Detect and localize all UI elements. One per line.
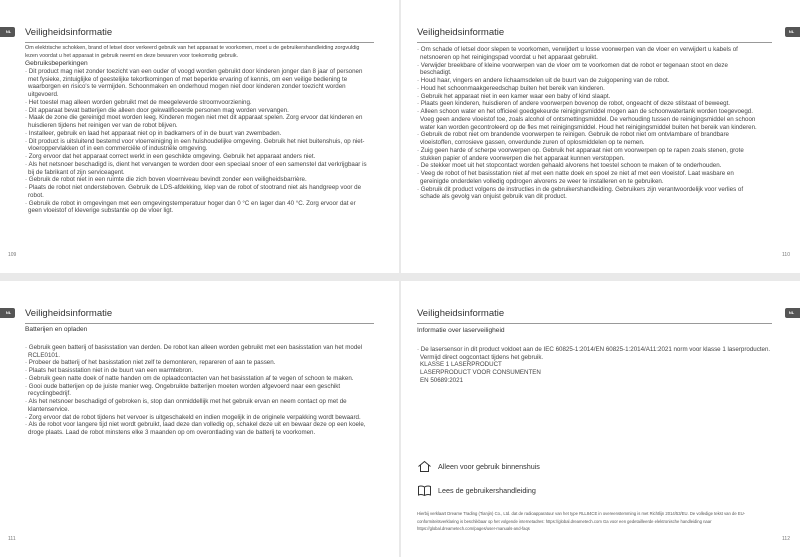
page-title: Veiligheidsinformatie: [25, 27, 113, 38]
language-tab: NL: [785, 308, 800, 318]
list-item: · Plaats de robot niet ondersteboven. Gebruik de LDS-afdekking, klep van de robot of stootrand niet als handgreep voor de robot.: [25, 184, 371, 200]
list-item: · Als het netsnoer beschadigd of gebroken is, stop dan onmiddellijk met het gebruik ervan en neem contact op met de klantenservice.: [25, 398, 371, 414]
page-content: [417, 327, 780, 385]
language-tab: NL: [0, 27, 15, 37]
section-heading: Gebruiksbeperkingen: [25, 60, 88, 67]
book-icon: [417, 484, 432, 497]
bullet-list: [25, 68, 371, 215]
language-tab: NL: [0, 308, 15, 318]
list-item: · Plaats geen kinderen, huisdieren of andere voorwerpen bovenop de robot, ongeacht of deze stilstaat of beweegt.: [417, 100, 758, 108]
list-item: · Dit product mag niet zonder toezicht van een ouder of voogd worden gebruikt door kinderen jonger dan 8 jaar of personen met fysieke, zintuiglijke of geestelijke tekortkomingen of met beperkte ervaring of kennis, om een veilige bediening te waarborgen en risico's te vermijden. Schoonmaken en onderhoud mogen niet door kinderen zonder toezicht worden uitgevoerd.: [25, 68, 371, 99]
list-item: · Om schade of letsel door slepen te voorkomen, verwijdert u losse voorwerpen van de vloer en verwijdert u kabels of netsnoeren op het reinigingspad voordat u het apparaat gebruikt.: [417, 46, 758, 62]
list-item: · Zorg ervoor dat de robot tijdens het vervoer is uitgeschakeld en indien mogelijk in de originele verpakking wordt bewaard.: [25, 414, 371, 422]
list-item: · Als de robot voor langere tijd niet wordt gebruikt, laad deze dan volledig op, schakel deze uit en bewaar deze op een koele, droge plaats. Laad de robot minstens elke 3 maanden op om overontlading van de batterij te voorkomen.: [25, 421, 371, 437]
laser-class-line: EN 50689:2021: [420, 376, 464, 384]
list-item: · Gebruik de robot niet om brandende voorwerpen te reinigen. Gebruik de robot niet om ontvlambare of brandbare vloeistoffen, corrosieve gassen, onverdunde zuren of oplosmiddelen op te nemen.: [417, 131, 758, 147]
list-item: · Veeg de robot of het basisstation niet af met een natte doek en spoel ze niet af met een vloeistof. Laat wasbare en gereinigde onderdelen volledig opdrogen alvorens ze weer te installeren en te gebruiken.: [417, 170, 758, 186]
list-item: · Probeer de batterij of het basisstation niet zelf te demonteren, repareren of aan te passen.: [25, 359, 371, 367]
laser-class-line: LASERPRODUCT VOOR CONSUMENTEN: [420, 369, 541, 376]
intro-paragraph: Om elektrische schokken, brand of letsel door verkeerd gebruik van het apparaat te voorkomen, moet u de gebruikershandleiding zorgvuldig lezen voordat u het apparaat in gebruik neemt en deze bewaren voor toekomstig gebruik.: [25, 45, 360, 59]
list-item: · Gebruik dit product volgens de instructies in de gebruikershandleiding. Gebruikers zijn verantwoordelijk voor verlies of schade als gevolg van onjuist gebruik van dit product.: [417, 186, 758, 202]
list-item: · Gebruik geen natte doek of natte handen om de oplaadcontacten van het basisstation af te vegen of schoon te maken.: [25, 375, 371, 383]
list-item: · Gebruik geen batterij of basisstation van derden. De robot kan alleen worden gebruikt met een basisstation van het model RCLE0101.: [25, 344, 371, 360]
indoor-use-label: Alleen voor gebruik binnenshuis: [438, 462, 540, 471]
page-title: Veiligheidsinformatie: [417, 27, 505, 38]
list-item: · Alleen schoon water en het officieel goedgekeurde reinigingsmiddel mogen aan de schoonwatertank worden toegevoegd. Voeg geen andere vloeistof toe, zoals alcohol of ontsmettingsmiddel. De verhouding tussen de reinigingsmiddel en schoon water kan worden gecontroleerd op de fles met reinigingsmiddel. Houd het reinigingsmiddel buiten het bereik van kinderen.: [417, 108, 758, 131]
title-divider: [417, 323, 772, 324]
page-109: [0, 0, 399, 273]
language-tab: NL: [785, 27, 800, 37]
page-content: [25, 326, 371, 437]
section-heading: Batterijen en opladen: [25, 326, 88, 333]
page-number: 110: [782, 252, 790, 258]
list-item: · Als het netsnoer beschadigd is, dient het vervangen te worden door een speciaal snoer of een samenstel dat verkrijgbaar is bij de fabrikant of zijn serviceagent.: [25, 161, 371, 177]
bullet-list: [417, 346, 780, 362]
list-item: · Gebruik de robot in omgevingen met een omgevingstemperatuur hoger dan 0 °C en lager dan 40 °C. Zorg ervoor dat er geen vloeistof of kleverige substantie op de vloer ligt.: [25, 200, 371, 216]
list-item: · Gooi oude batterijen op de juiste manier weg. Ongebruikte batterijen moeten worden afgevoerd naar een geschikt recyclingbedrijf.: [25, 383, 371, 399]
read-manual-label: Lees de gebruikershandleiding: [438, 486, 536, 495]
list-item: · Dit product is uitsluitend bestemd voor vloerreiniging in een huishoudelijke omgeving. Gebruik het niet buitenshuis, op niet-vloeroppervlakken of in een commerciële of industriële omgeving.: [25, 138, 371, 154]
title-divider: [25, 42, 374, 43]
list-item: · Houd het schoonmaakgereedschap buiten het bereik van kinderen.: [417, 85, 758, 93]
bullet-list: [25, 344, 371, 437]
section-heading: Informatie over laserveiligheid: [417, 327, 505, 334]
title-divider: [25, 323, 374, 324]
page-number: 109: [8, 252, 17, 258]
list-item: · Plaats het basisstation niet in de buurt van een warmtebron.: [25, 367, 371, 375]
list-item: · Verwijder breekbare of kleine voorwerpen van de vloer om te voorkomen dat de robot er tegenaan stoot en deze beschadigt.: [417, 62, 758, 78]
page-content: [25, 45, 371, 215]
list-item: · Gebruik de robot niet in een ruimte die zich boven vloerniveau bevindt zonder een veiligheidsbarrière.: [25, 176, 371, 184]
bullet-list: [417, 46, 758, 201]
page-title: Veiligheidsinformatie: [25, 308, 113, 319]
list-item: · Gebruik het apparaat niet in een kamer waar een baby of kind slaapt.: [417, 93, 758, 101]
list-item: · Het toestel mag alleen worden gebruikt met de meegeleverde stroomvoorziening.: [25, 99, 371, 107]
list-item: · Houd haar, vingers en andere lichaamsdelen uit de buurt van de zuigopening van de robot.: [417, 77, 758, 85]
list-item: · Installeer, gebruik en laad het apparaat niet op in badkamers of in de buurt van zwembaden.: [25, 130, 371, 138]
list-item: · Zuig geen harde of scherpe voorwerpen op. Gebruik het apparaat niet om voorwerpen op te rapen zoals stenen, grote stukken papier of andere voorwerpen die het apparaat kunnen verstoppen.: [417, 147, 758, 163]
page-111: [0, 281, 399, 557]
list-item: · Maak de zone die gereinigd moet worden leeg. Kinderen mogen niet met dit apparaat spelen. Zorg ervoor dat kinderen en huisdieren tijdens het reinigen ver van de robot blijven.: [25, 114, 371, 130]
list-item: · De lasersensor in dit product voldoet aan de IEC 60825-1:2014/EN 60825-1:2014/A11:2021 norm voor klasse 1 laserproducten. Vermijd direct oogcontact tijdens het gebruik.: [417, 346, 780, 362]
indoor-use-notice: [417, 460, 540, 473]
house-icon: [417, 460, 432, 473]
list-item: · Dit apparaat bevat batterijen die alleen door gekwalificeerde personen mag worden vervangen.: [25, 107, 371, 115]
page-title: Veiligheidsinformatie: [417, 308, 505, 319]
page-number: 111: [8, 536, 16, 542]
page-content: [417, 46, 758, 201]
title-divider: [417, 42, 772, 43]
page-number: 112: [782, 536, 790, 542]
declaration-text: Hierbij verklaart Dreame Trading (Tianjin) Co., Ltd. dat de radioapparatuur van het type RLL84CE in overeenstemming is met Richtlijn 2014/53/EU. De volledige tekst van de EU-conformiteitsverklaring is beschikbaar op het volgende internetadres: https://global.dreametech.com Ga voor een gedetailleerde elektronische handleiding naar https://global.dreametech.com/pages/user-manuals-and-faqs: [417, 511, 746, 531]
page-110: [401, 0, 800, 273]
laser-class-line: KLASSE 1 LASERPRODUCT: [420, 361, 502, 369]
read-manual-notice: [417, 484, 536, 497]
page-112: [401, 281, 800, 557]
list-item: · Zorg ervoor dat het apparaat correct werkt in een geschikte omgeving. Gebruik het apparaat anders niet.: [25, 153, 371, 161]
list-item: · De stekker moet uit het stopcontact worden gehaald alvorens het toestel schoon te maken of te onderhouden.: [417, 162, 758, 170]
